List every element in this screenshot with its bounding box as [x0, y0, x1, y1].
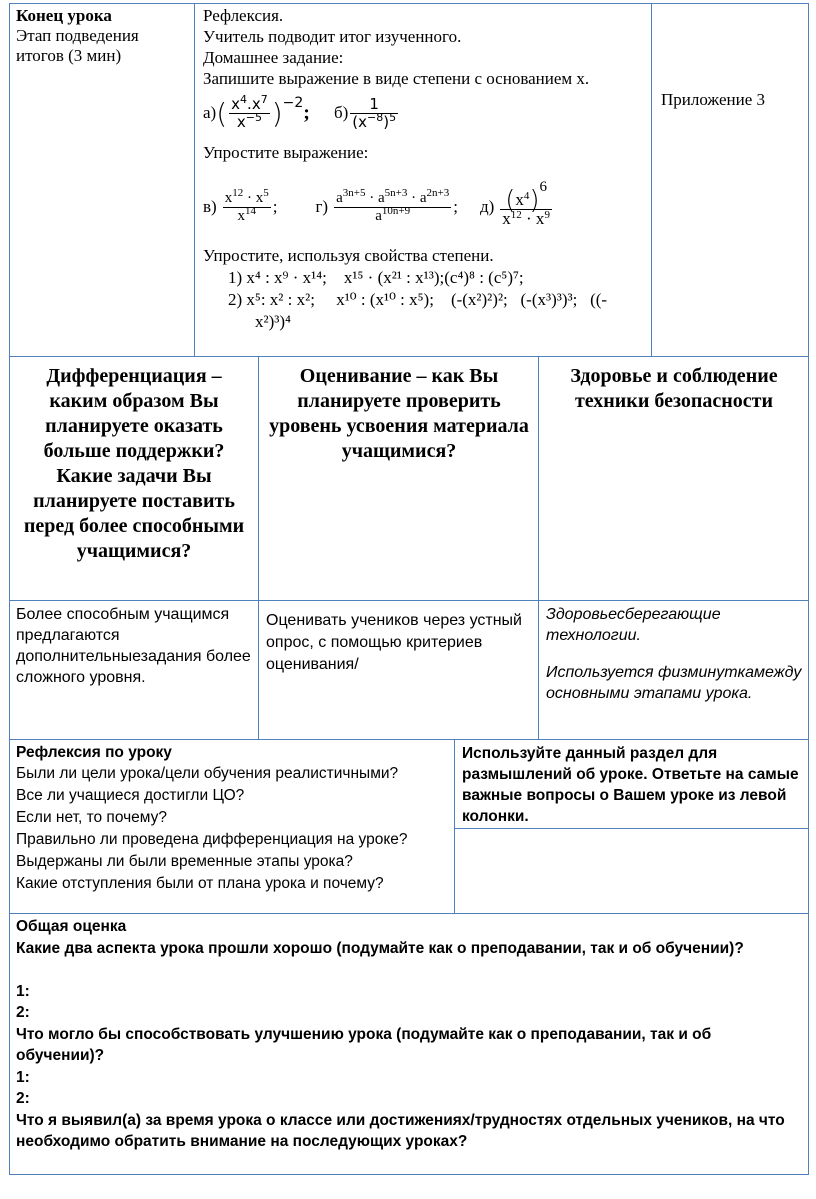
safety-text-1: Здоровьесберегающие технологии.: [546, 606, 721, 644]
differentiation-text: Более способным учащимся предлагаются дополнительныезадания более сложного уровня.: [16, 606, 251, 686]
differentiation-header: Дифференциация – каким образом Вы планируете оказать больше поддержки? Какие задачи Вы планируете поставить перед более способными учащимися?: [23, 365, 245, 562]
math-fraction-v: $\frac{x^{12} \cdot x^5}{x^{14}}$: [224, 186, 269, 224]
overall-title: Общая оценка: [16, 918, 127, 935]
reflection-instruction: Используйте данный раздел для размышлений об уроке. Ответьте на самые важные вопросы о Вашем уроке из левой колонки.: [462, 745, 799, 825]
divider: [9, 739, 809, 740]
answer-number: 1:: [16, 1069, 30, 1086]
stage-title: Конец урока: [16, 6, 112, 25]
math-fraction-g: $\frac{a^{3n+5} \cdot a^{5n+3} \cdot a^{2n+3}}{a^{10n+9}}$: [336, 186, 450, 224]
divider: [258, 356, 259, 740]
math-row-ab: а) ( $\frac{x^4.x^7}{x^{-5}}$ ) −2 ; б) $\frac{1}{(x^{-8})^5}$: [203, 92, 397, 131]
divider: [538, 356, 539, 740]
reflection-question: Какие отступления были от плана урока и почему?: [16, 875, 384, 892]
reflection-question: Выдержаны ли были временные этапы урока?: [16, 853, 353, 870]
homework-label: Домашнее задание:: [203, 48, 344, 67]
divider: [194, 3, 195, 357]
divider: [9, 913, 809, 914]
item-label-g: г): [315, 197, 329, 216]
simplify-props-label: Упростите, используя свойства степени.: [203, 246, 494, 265]
safety-text-2: Используется физминуткамежду основными этапами урока.: [546, 664, 802, 702]
reflection-question: Если нет, то почему?: [16, 809, 168, 826]
reflection-question: Правильно ли проведена дифференциация на уроке?: [16, 831, 408, 848]
reflection-label: Рефлексия.: [203, 6, 284, 25]
exercise-row-2: 2) x⁵: x² : x²; x¹⁰ : (x¹⁰ : x⁵); (-(x²)²)²; (-(x³)³)³; ((-: [228, 290, 608, 309]
reflection-title: Рефлексия по уроку: [16, 744, 172, 761]
math-fraction-d: $\frac{(x^4)^6}{x^{12} \cdot x^9}$: [502, 178, 550, 229]
exercise-row-3: x²)³)⁴: [255, 312, 291, 331]
divider: [9, 356, 809, 357]
simplify-label: Упростите выражение:: [203, 143, 369, 162]
math-fraction-b: $\frac{1}{(x^{-8})^5}$: [352, 94, 397, 131]
answer-number: 2:: [16, 1004, 30, 1021]
overall-question-1: Какие два аспекта урока прошли хорошо (подумайте как о преподавании, так и об обучении)?: [16, 940, 744, 957]
exercise-row-1: 1) x⁴ : x⁹ · x¹⁴; x¹⁵ · (x²¹ : x¹³);(c⁴)⁸ : (c⁵)⁷;: [228, 268, 524, 287]
divider: [9, 600, 809, 601]
item-label-a: а): [203, 103, 217, 122]
math-row-vgd: в) $\frac{x^{12} \cdot x^5}{x^{14}}$ ; г) $\frac{a^{3n+5} \cdot a^{5n+3} \cdot a^{2n+3}}{a^{10n+9}}$ ; д) $\frac{(x^4)^6}{x^{12} \cdot x^9}$: [203, 178, 550, 229]
appendix-label: Приложение 3: [661, 90, 765, 109]
divider: [454, 739, 455, 914]
item-label-d: д): [479, 197, 495, 216]
answer-number: 1:: [16, 983, 30, 1000]
stage-line: Этап подведения: [16, 26, 139, 45]
safety-header: Здоровье и соблюдение техники безопасности: [570, 365, 778, 412]
stage-line: итогов (3 мин): [16, 46, 122, 65]
reflection-question: Все ли учащиеся достигли ЦО?: [16, 787, 245, 804]
reflection-question: Были ли цели урока/цели обучения реалистичными?: [16, 765, 399, 782]
item-label-v: в): [203, 197, 217, 216]
overall-question-3: Что я выявил(а) за время урока о классе или достижениях/трудностях отдельных учеников, на что необходимо обратить внимание на последующих уроках?: [16, 1112, 785, 1150]
assessment-header: Оценивание – как Вы планируете проверить уровень усвоения материала учащимися?: [269, 365, 529, 462]
task-instruction: Запишите выражение в виде степени с основанием х.: [203, 69, 590, 88]
teacher-summary: Учитель подводит итог изученного.: [203, 27, 462, 46]
divider: [454, 828, 809, 829]
item-label-b: б): [333, 103, 349, 122]
overall-question-2: Что могло бы способствовать улучшению урока (подумайте как о преподавании, так и об обучении)?: [16, 1026, 712, 1064]
math-fraction-a: $\frac{x^4.x^7}{x^{-5}}$: [231, 92, 268, 131]
assessment-text: Оценивать учеников через устный опрос, с помощью критериев оценивания/: [266, 612, 522, 673]
answer-number: 2:: [16, 1090, 30, 1107]
divider: [651, 3, 652, 357]
